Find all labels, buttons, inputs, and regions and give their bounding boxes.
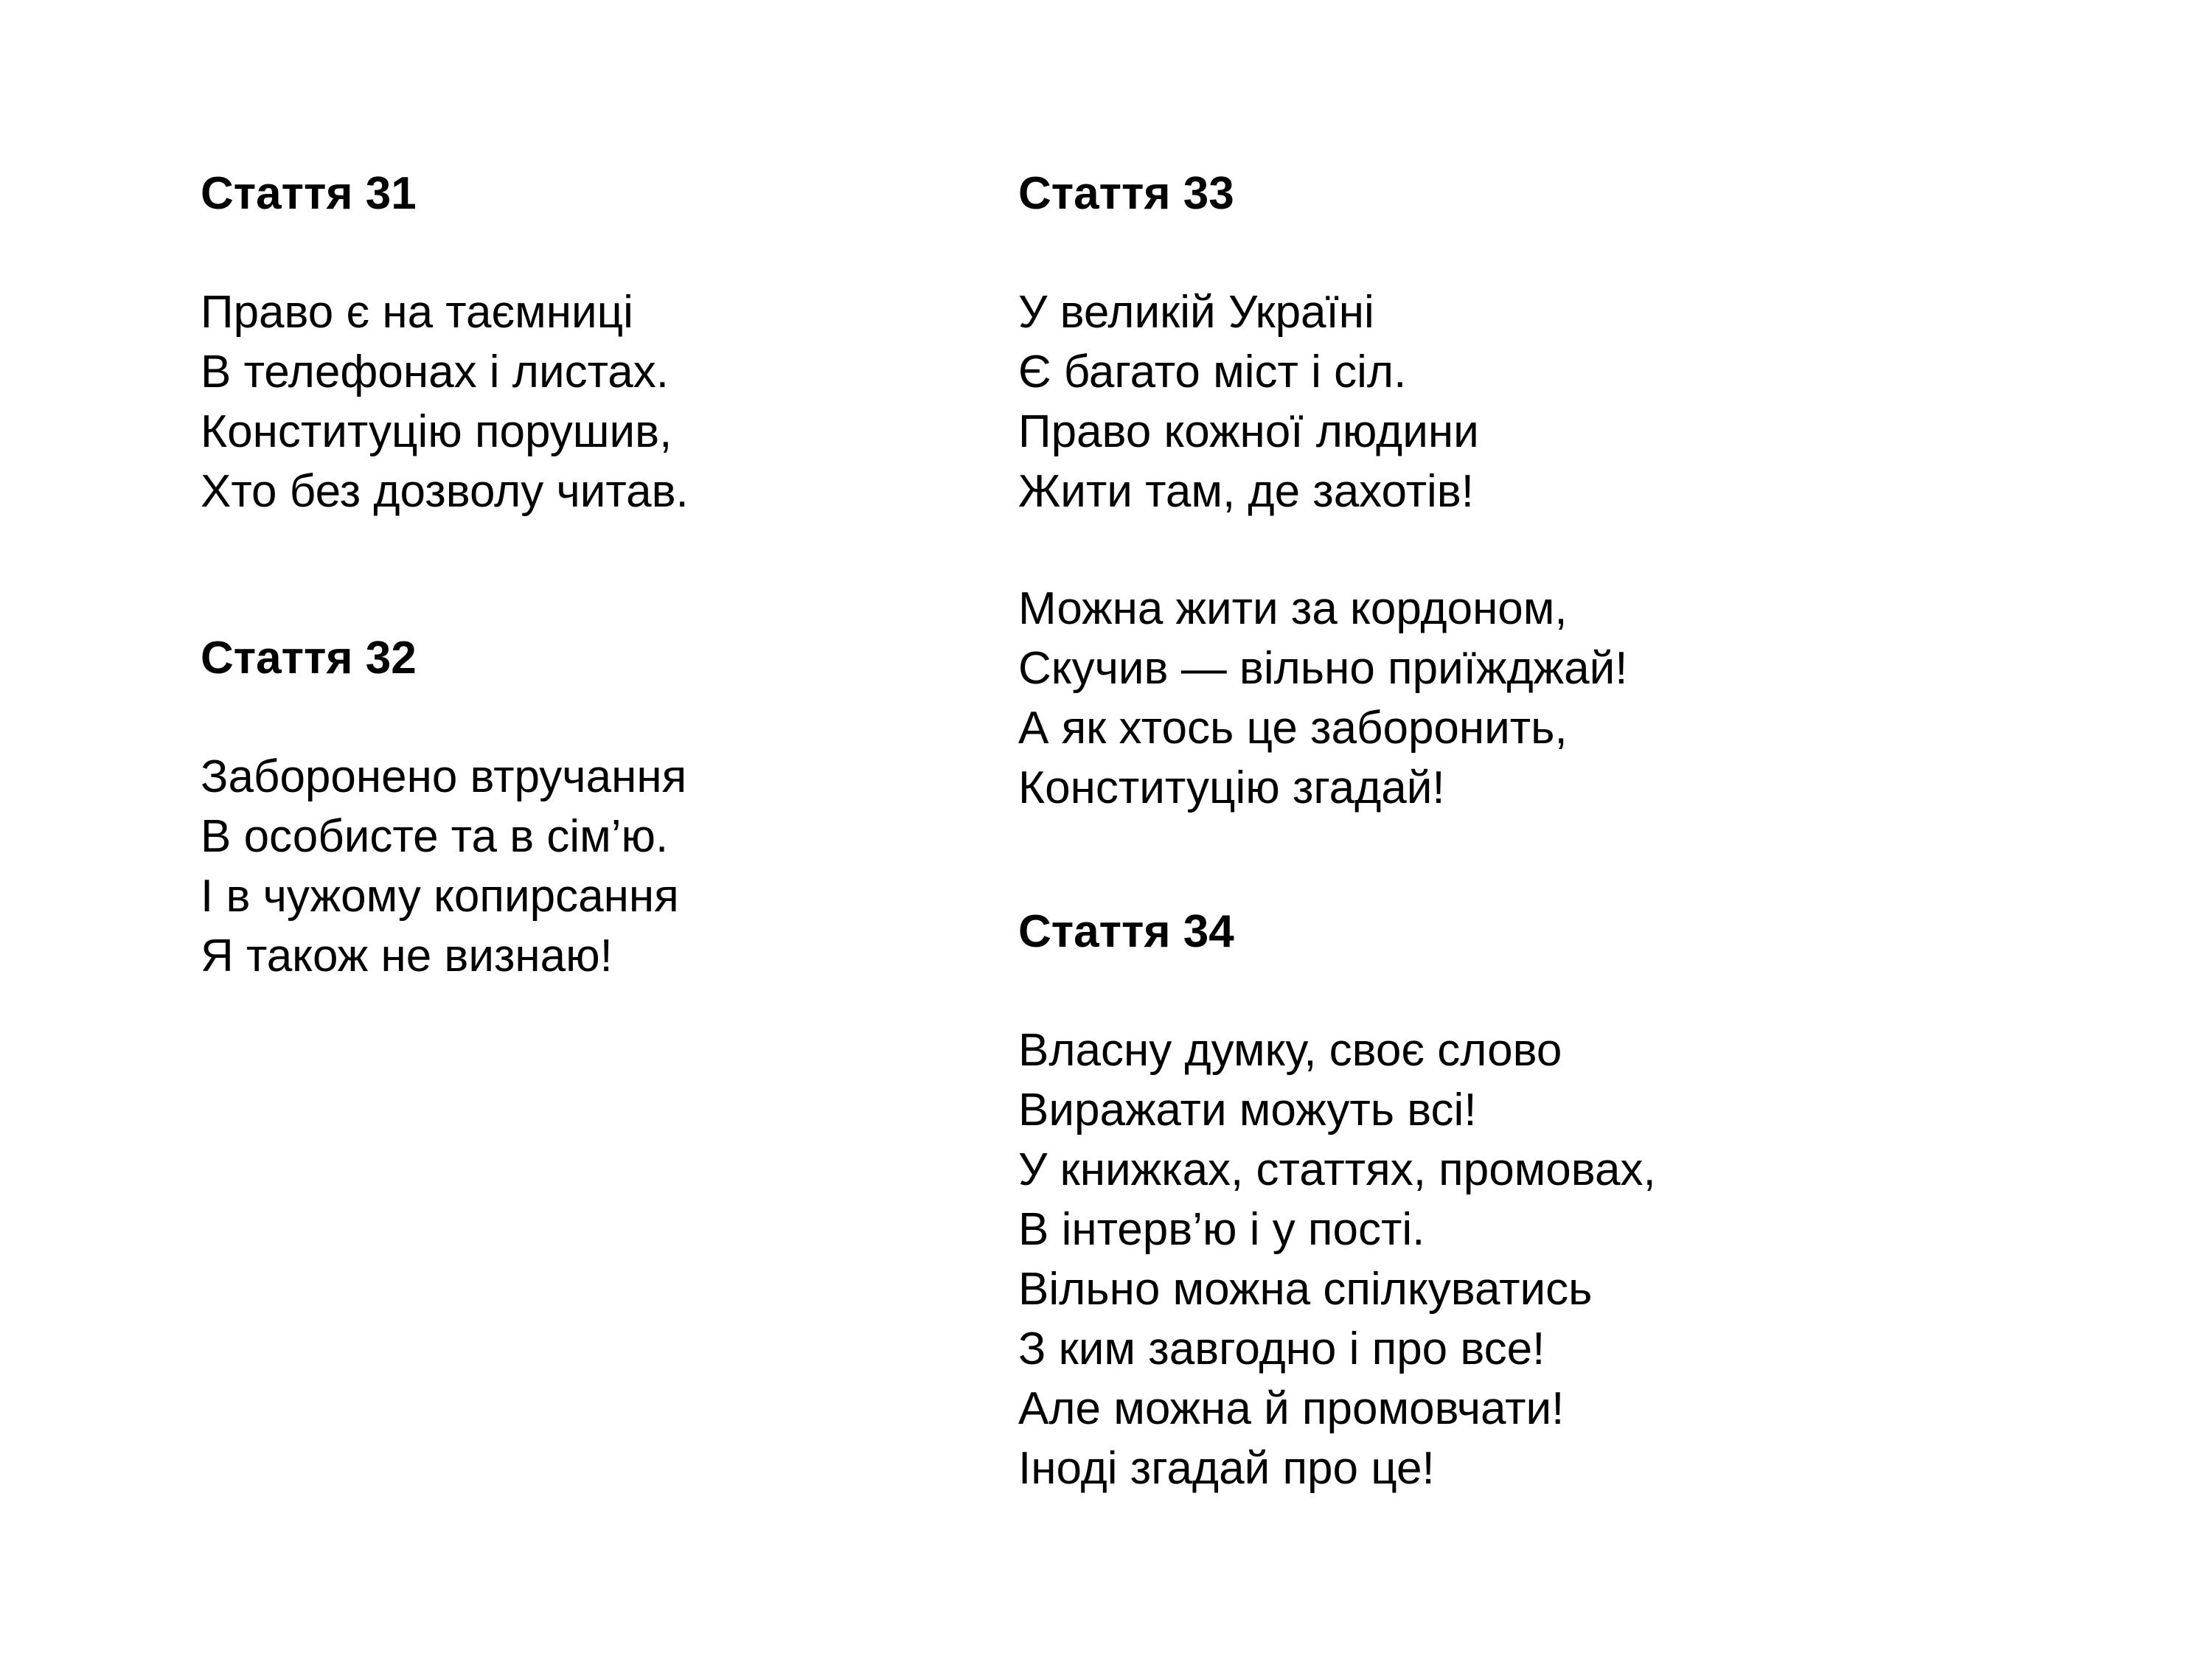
verse-line: І в чужому копирсання [201,871,679,922]
verse-line: Хто без дозволу читав. [201,466,689,517]
verse-line: Право кожної людини [1018,406,1479,457]
verse-line: В інтерв’ю і у пості. [1018,1204,1425,1255]
verse-line: Вільно можна спілкуватись [1018,1264,1593,1315]
verse-line: Іноді згадай про це! [1018,1443,1435,1494]
verse-line: Право є на таємниці [201,287,633,338]
stanza [201,282,975,521]
verse-line: А як хтось це заборонить, [1018,703,1568,754]
stanza [1018,1020,1866,1498]
verse-line: Скучив — вільно приїжджай! [1018,643,1628,694]
article-31 [201,164,975,521]
verse-line: В телефонах і листах. [201,347,669,397]
article-title: Стаття 32 [201,633,417,684]
article-32 [201,629,975,986]
verse-line: Конституцію згадай! [1018,762,1445,813]
stanza [1018,579,1866,818]
verse-line: Виражати можуть всі! [1018,1085,1477,1135]
verse-line: Власну думку, своє слово [1018,1025,1562,1076]
verse-line: Конституцію порушив, [201,406,672,457]
verse-line: Заборонено втручання [201,751,687,802]
stanza [201,747,975,986]
article-title: Стаття 33 [1018,168,1234,219]
verse-line: В особисте та в сім’ю. [201,811,669,862]
article-title: Стаття 34 [1018,906,1234,957]
verse-line: Жити там, де захотів! [1018,466,1474,517]
verse-line: З ким завгодно і про все! [1018,1324,1545,1374]
stanza [1018,282,1866,521]
article-title: Стаття 31 [201,168,417,219]
verse-line: Але можна й промовчати! [1018,1383,1565,1434]
verse-line: Можна жити за кордоном, [1018,583,1568,634]
verse-line: У книжках, статтях, промовах, [1018,1144,1656,1195]
article-33 [1018,164,1866,818]
verse-line: У великій Україні [1018,287,1374,338]
verse-line: Я також не визнаю! [201,931,613,981]
verse-line: Є багато міст і сіл. [1018,347,1407,397]
article-34 [1018,902,1866,1498]
